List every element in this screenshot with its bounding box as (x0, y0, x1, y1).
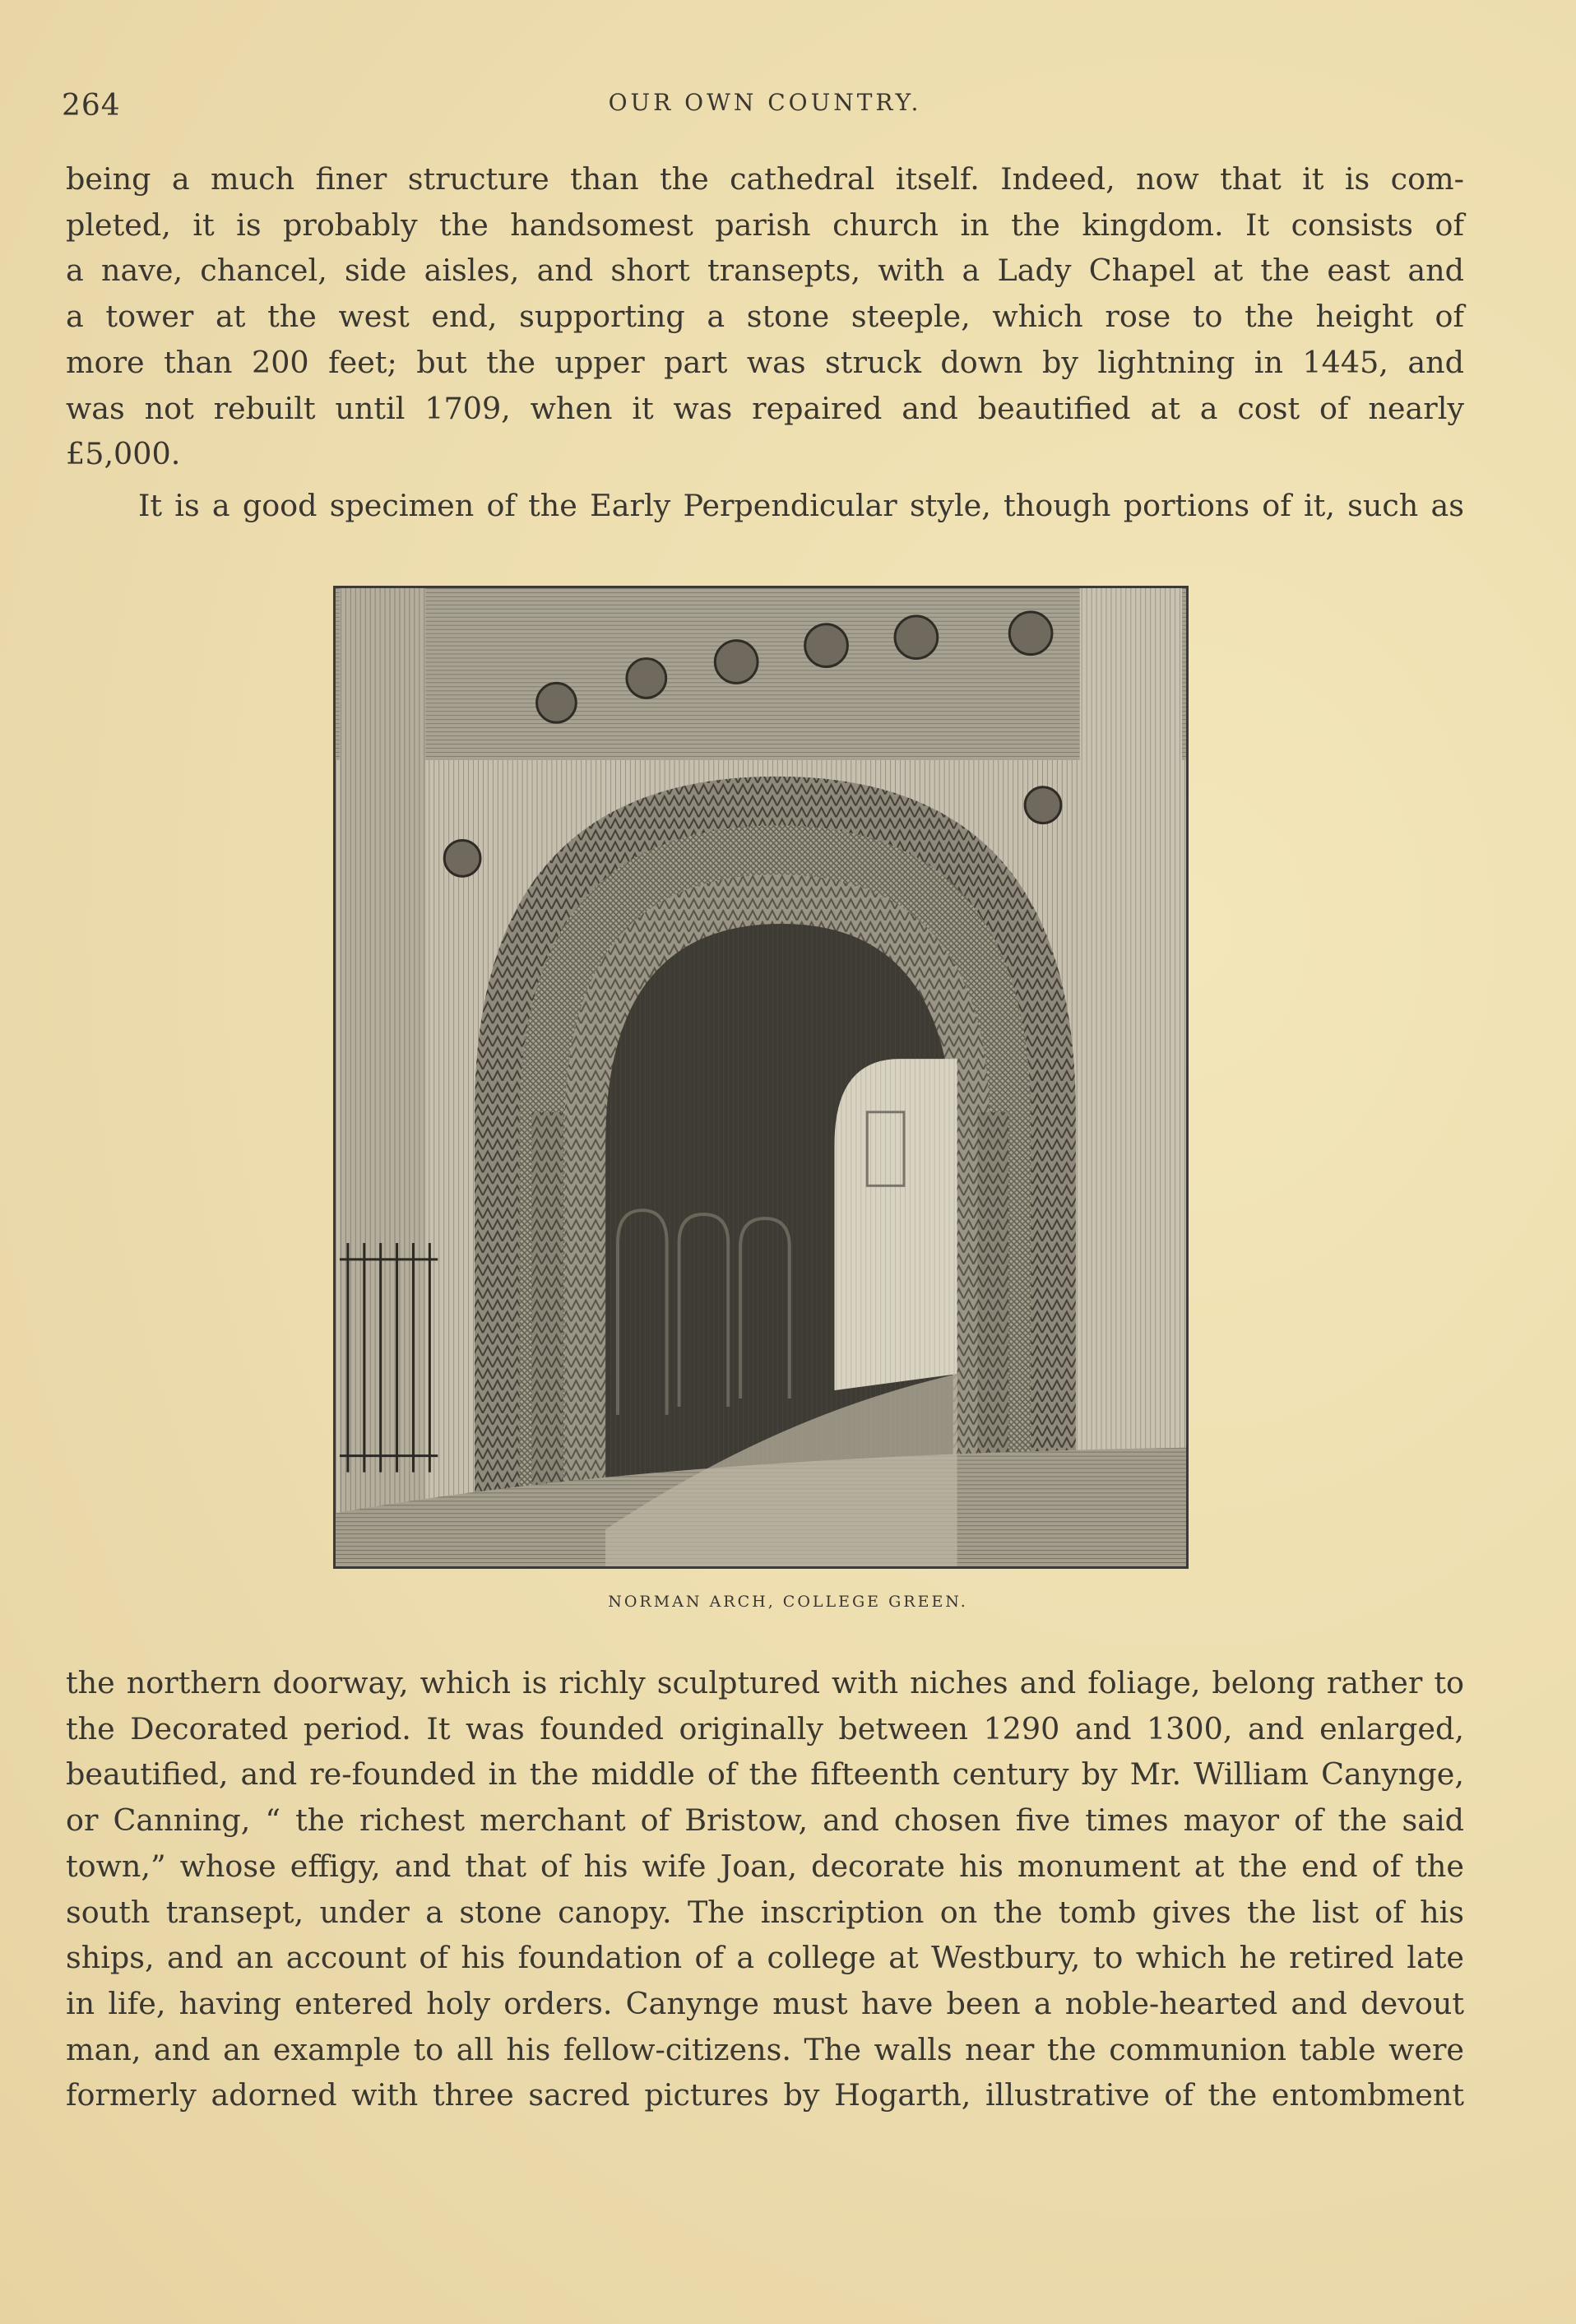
text-line: or Canning, “ the richest merchant of Bristow, and chosen five times mayor of the said (66, 1802, 1464, 1839)
norman-arch-engraving (336, 588, 1186, 1566)
text-line: beautified, and re-founded in the middle of the fifteenth century by Mr. William Canynge, (66, 1756, 1464, 1793)
text-line: in life, having entered holy orders. Canynge must have been a noble-hearted and devout (66, 1985, 1464, 2021)
text-line: a nave, chancel, side aisles, and short transepts, with a Lady Chapel at the east and (66, 253, 1464, 289)
text-line: formerly adorned with three sacred pictures by Hogarth, illustrative of the entombment (66, 2077, 1464, 2113)
figure-caption: NORMAN ARCH, COLLEGE GREEN. (608, 1593, 968, 1611)
text-line: a tower at the west end, supporting a stone steeple, which rose to the height of (66, 299, 1464, 335)
text-line: £5,000. (66, 436, 181, 472)
text-line: ships, and an account of his foundation of a college at Westbury, to which he retired late (66, 1940, 1464, 1976)
paragraph-3 (66, 1660, 1464, 2118)
paragraph-1 (66, 156, 1464, 477)
engraving-figure (333, 586, 1189, 1569)
text-line: town,” whose effigy, and that of his wife Joan, decorate his monument at the end of the (66, 1848, 1464, 1884)
running-head: OUR OWN COUNTRY. (608, 89, 922, 116)
page-header (62, 82, 1468, 132)
text-line: the northern doorway, which is richly sculptured with niches and foliage, belong rather to (66, 1665, 1464, 1700)
text-line: was not rebuilt until 1709, when it was repaired and beautified at a cost of nearly (66, 390, 1464, 426)
text-line: more than 200 feet; but the upper part was struck down by lightning in 1445, and (66, 344, 1464, 380)
text-line: being a much finer structure than the cathedral itself. Indeed, now that it is com- (66, 161, 1464, 197)
page-number: 264 (62, 89, 121, 123)
paragraph-2 (66, 483, 1464, 529)
text-line: pleted, it is probably the handsomest parish church in the kingdom. It consists of (66, 206, 1464, 243)
text-line: man, and an example to all his fellow-citizens. The walls near the communion table were (66, 2031, 1464, 2067)
text-line: the Decorated period. It was founded originally between 1290 and 1300, and enlarged, (66, 1710, 1464, 1746)
text-line: south transept, under a stone canopy. The inscription on the tomb gives the list of his (66, 1894, 1464, 1930)
text-line: It is a good specimen of the Early Perpendicular style, though portions of it, such as (138, 488, 1464, 523)
